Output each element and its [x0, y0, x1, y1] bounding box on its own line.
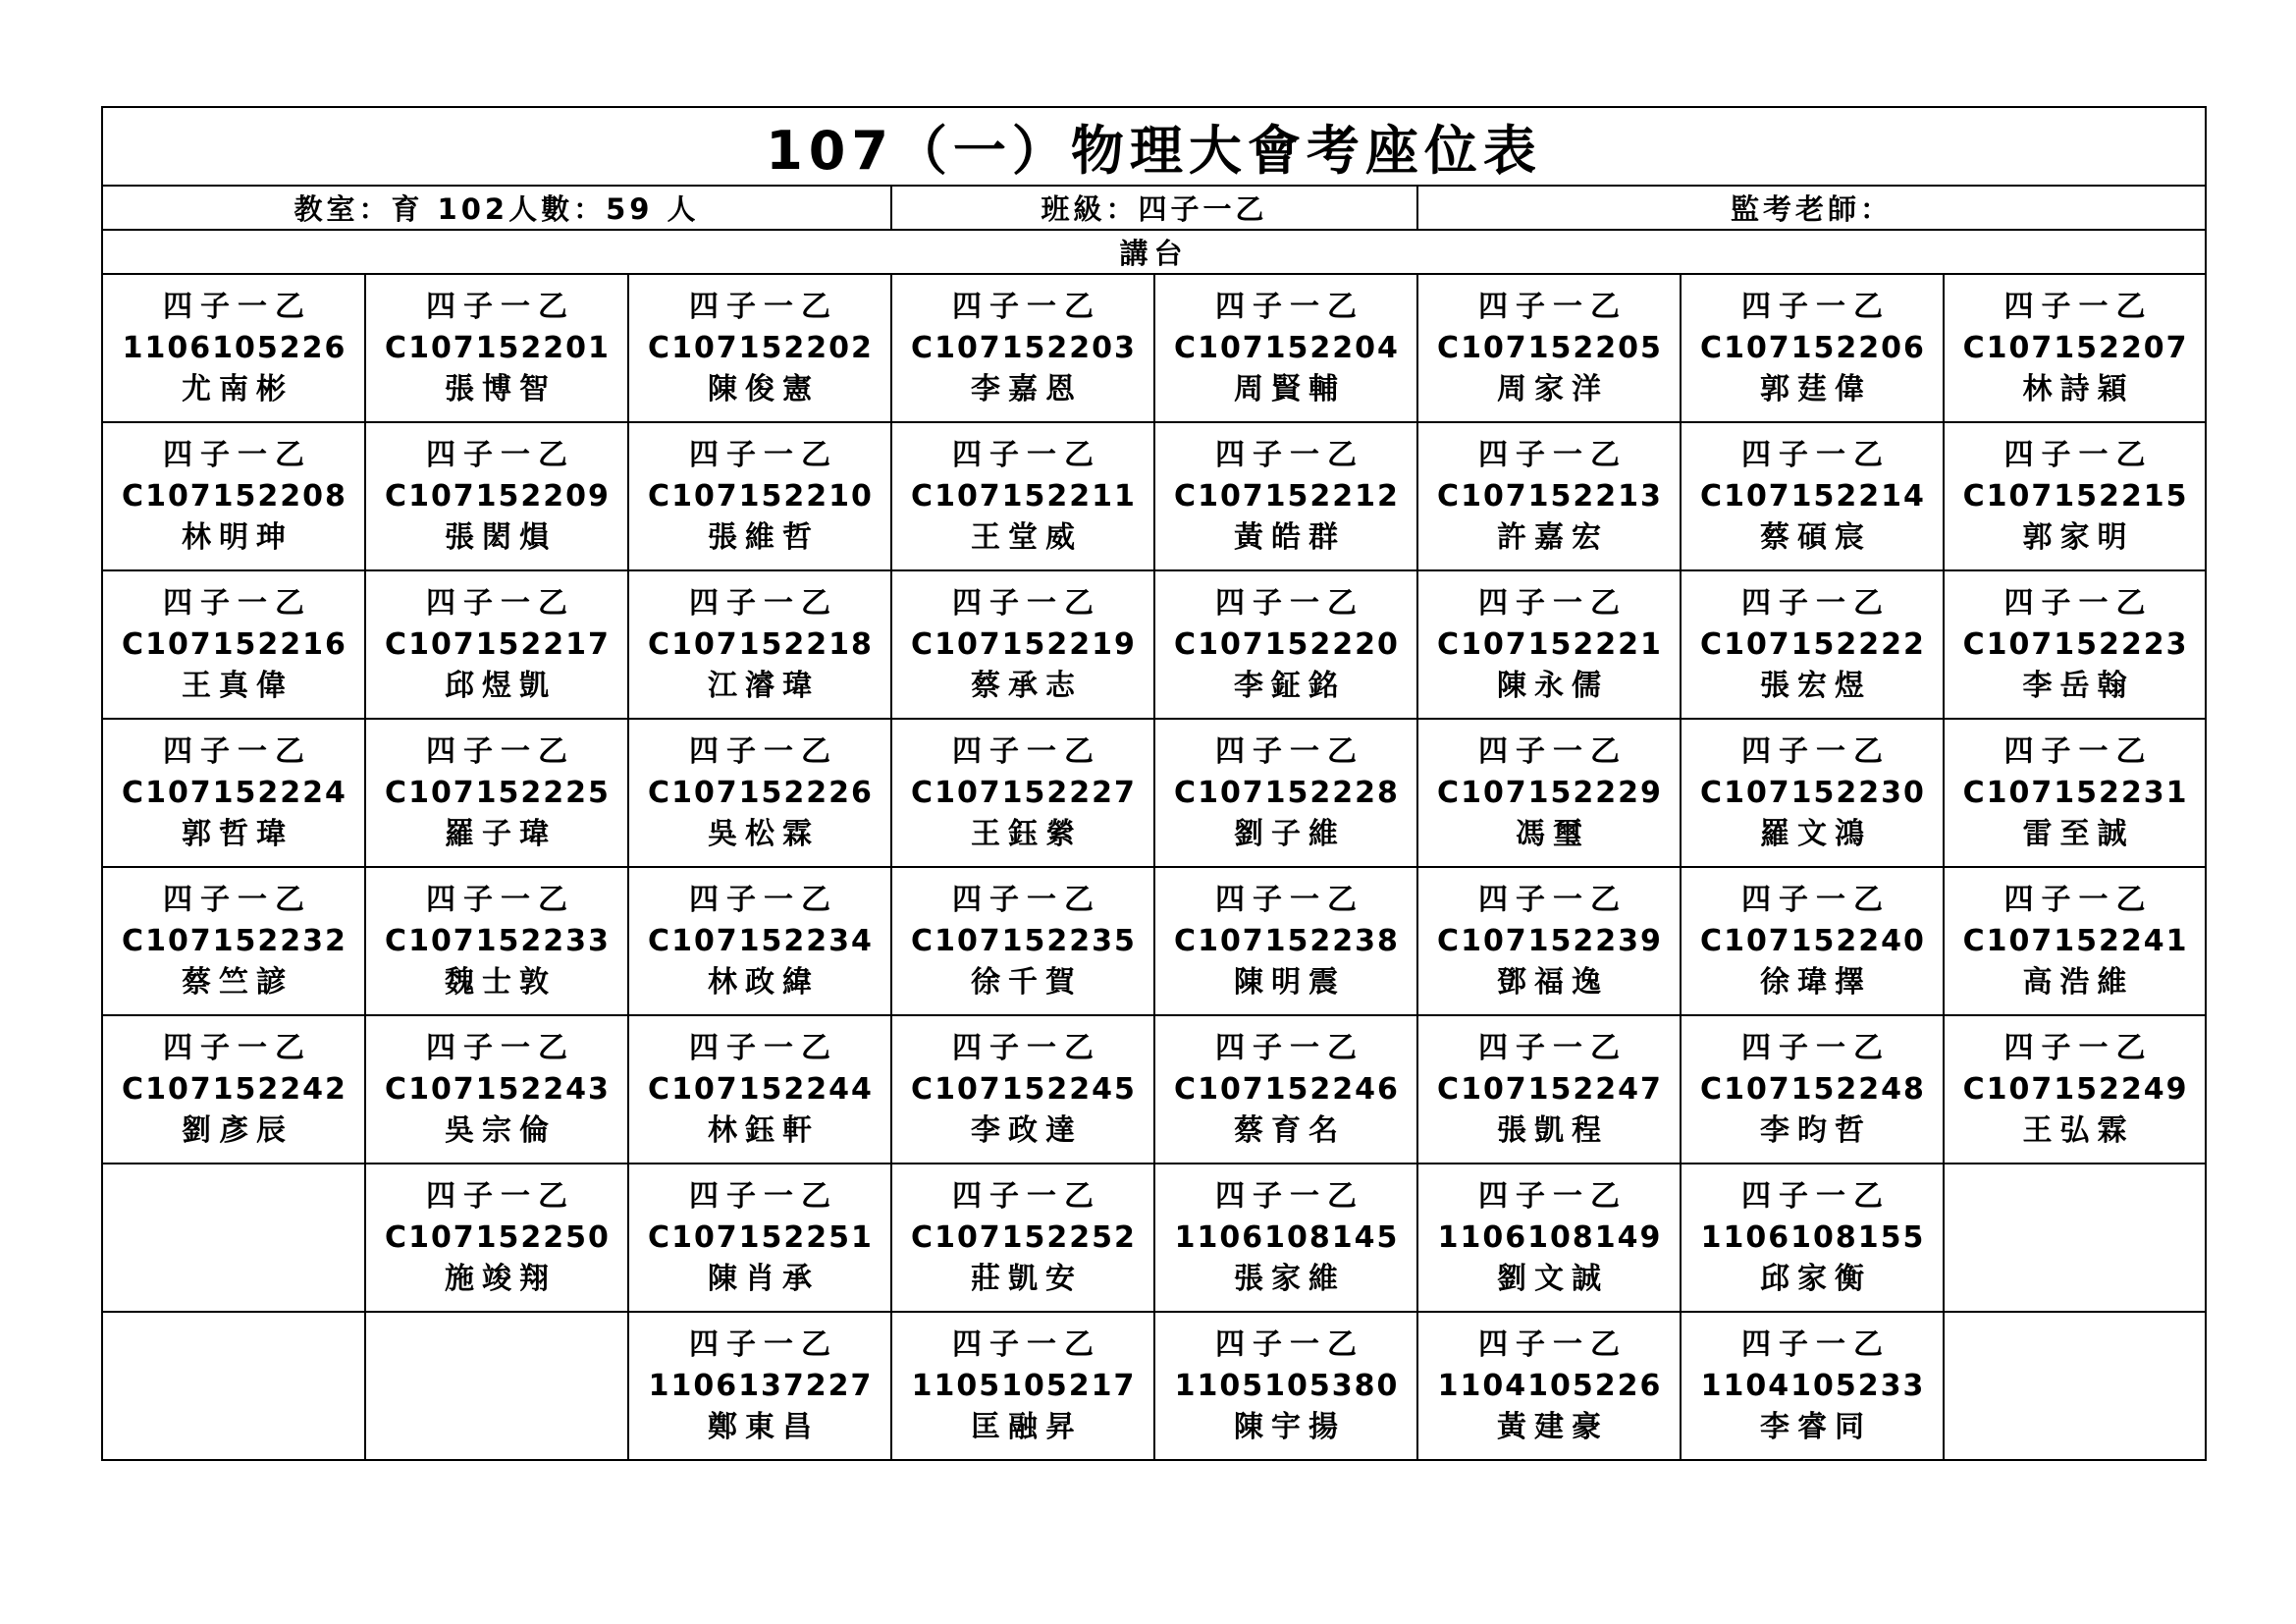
seat-student-name: 王鈺縈 — [971, 816, 1083, 851]
seat-student-name: 邱煜凱 — [445, 668, 557, 703]
seat-cell — [1417, 1015, 1681, 1164]
seat-cell — [102, 1015, 365, 1164]
count-label: 人數：59 人 — [508, 192, 700, 226]
page-title: 107（一）物理大會考座位表 — [102, 107, 2206, 186]
seat-student-name: 邱家衡 — [1760, 1261, 1872, 1296]
seat-cell — [628, 719, 891, 867]
seat-cell — [1417, 570, 1681, 719]
seat-class: 四子一乙 — [1741, 585, 1891, 621]
seat-student-id: C107152215 — [1962, 478, 2189, 514]
seat-student-name: 李昀哲 — [1760, 1112, 1872, 1148]
seat-student-id: C107152225 — [385, 775, 611, 810]
seat-student-name: 許嘉宏 — [1497, 519, 1609, 555]
seat-student-id: C107152228 — [1174, 775, 1400, 810]
seat-student-name: 蔡承志 — [971, 668, 1083, 703]
seat-cell — [1944, 719, 2206, 867]
seat-class: 四子一乙 — [426, 289, 575, 324]
seat-cell — [628, 274, 891, 422]
seat-student-id: C107152221 — [1437, 626, 1663, 662]
seat-class: 四子一乙 — [1478, 585, 1628, 621]
seat-student-id: C107152203 — [911, 330, 1137, 365]
seat-cell — [1681, 1164, 1944, 1312]
room-label: 教室：育 102 — [294, 192, 509, 226]
seat-cell — [365, 719, 628, 867]
seat-cell — [1681, 719, 1944, 867]
seat-student-name: 李睿同 — [1760, 1409, 1872, 1444]
seat-cell — [365, 1164, 628, 1312]
seat-student-id: C107152206 — [1700, 330, 1926, 365]
seat-class: 四子一乙 — [689, 1326, 838, 1362]
seat-cell — [891, 570, 1154, 719]
seat-cell — [102, 274, 365, 422]
seat-cell — [1154, 570, 1417, 719]
seat-class: 四子一乙 — [1478, 1030, 1628, 1065]
seat-class: 四子一乙 — [689, 882, 838, 917]
seat-student-id: C107152213 — [1437, 478, 1663, 514]
seat-class: 四子一乙 — [2003, 733, 2154, 769]
seat-class: 四子一乙 — [1215, 733, 1364, 769]
podium-label: 講台 — [102, 230, 2206, 274]
seat-cell — [1944, 274, 2206, 422]
seat-student-name: 陳永儒 — [1497, 668, 1609, 703]
seat-student-id: C107152218 — [648, 626, 874, 662]
seat-student-name: 郭哲瑋 — [182, 816, 294, 851]
seat-student-name: 張宏煜 — [1760, 668, 1872, 703]
seat-class: 四子一乙 — [1478, 437, 1628, 472]
class-info: 班級：四子一乙 — [891, 186, 1417, 230]
seat-student-name: 張閎熉 — [445, 519, 557, 555]
seat-student-name: 李鉦銘 — [1234, 668, 1346, 703]
seat-student-id: C107152231 — [1962, 775, 2189, 810]
seat-student-id: 1106108155 — [1700, 1219, 1926, 1255]
seat-student-name: 鄭東昌 — [708, 1409, 820, 1444]
seat-student-name: 鄧福逸 — [1497, 964, 1609, 1000]
empty-seat-cell — [102, 1312, 365, 1460]
seat-class: 四子一乙 — [1741, 733, 1891, 769]
seat-student-name: 劉彥辰 — [182, 1112, 294, 1148]
seat-student-id: 1105105380 — [1174, 1368, 1400, 1403]
seat-student-name: 林鈺軒 — [708, 1112, 820, 1148]
seat-student-name: 莊凱安 — [971, 1261, 1083, 1296]
seat-student-name: 吳松霖 — [708, 816, 820, 851]
seat-class: 四子一乙 — [1215, 289, 1364, 324]
seat-class: 四子一乙 — [1741, 882, 1891, 917]
seat-student-name: 陳明震 — [1234, 964, 1346, 1000]
seat-class: 四子一乙 — [163, 1030, 312, 1065]
seat-cell — [1681, 422, 1944, 570]
seat-student-id: C107152230 — [1700, 775, 1926, 810]
seat-row — [102, 867, 2206, 1015]
seat-student-id: 1105105217 — [911, 1368, 1137, 1403]
seat-class: 四子一乙 — [1215, 1178, 1364, 1214]
seat-student-name: 蔡育名 — [1234, 1112, 1346, 1148]
seat-class: 四子一乙 — [426, 437, 575, 472]
seat-cell — [1417, 1164, 1681, 1312]
seat-student-id: 1104105226 — [1437, 1368, 1663, 1403]
seat-student-name: 王弘霖 — [2022, 1112, 2135, 1148]
seat-cell — [628, 570, 891, 719]
seat-cell — [628, 1015, 891, 1164]
room-info — [102, 186, 891, 230]
seat-row — [102, 1312, 2206, 1460]
seat-student-id: C107152249 — [1962, 1071, 2189, 1107]
seat-student-name: 施竣翔 — [445, 1261, 557, 1296]
seat-student-id: C107152207 — [1962, 330, 2189, 365]
seat-class: 四子一乙 — [689, 437, 838, 472]
seat-student-id: C107152234 — [648, 923, 874, 958]
seat-cell — [1417, 274, 1681, 422]
seat-row — [102, 719, 2206, 867]
seat-student-id: 1104105233 — [1700, 1368, 1926, 1403]
seat-class: 四子一乙 — [426, 585, 575, 621]
seat-student-id: C107152240 — [1700, 923, 1926, 958]
seat-student-id: C107152233 — [385, 923, 611, 958]
seat-row — [102, 570, 2206, 719]
seat-student-id: C107152229 — [1437, 775, 1663, 810]
seat-student-id: C107152220 — [1174, 626, 1400, 662]
seat-class: 四子一乙 — [163, 733, 312, 769]
empty-seat-cell — [1944, 1312, 2206, 1460]
seat-class: 四子一乙 — [163, 585, 312, 621]
seat-class: 四子一乙 — [952, 289, 1101, 324]
seat-student-name: 張博智 — [445, 371, 557, 406]
seat-row — [102, 422, 2206, 570]
seat-class: 四子一乙 — [689, 733, 838, 769]
seat-class: 四子一乙 — [1741, 1030, 1891, 1065]
seat-class: 四子一乙 — [689, 1178, 838, 1214]
seat-student-name: 高浩維 — [2022, 964, 2135, 1000]
seat-student-id: C107152209 — [385, 478, 611, 514]
seat-class: 四子一乙 — [426, 1030, 575, 1065]
seat-cell — [1154, 274, 1417, 422]
seat-student-id: C107152251 — [648, 1219, 874, 1255]
seat-class: 四子一乙 — [1741, 289, 1891, 324]
seat-student-name: 雷至誠 — [2022, 816, 2135, 851]
seat-student-name: 王真偉 — [182, 668, 294, 703]
seat-student-id: C107152241 — [1962, 923, 2189, 958]
seat-class: 四子一乙 — [952, 437, 1101, 472]
seat-class: 四子一乙 — [2003, 882, 2154, 917]
seat-student-id: C107152202 — [648, 330, 874, 365]
seat-cell — [1154, 1312, 1417, 1460]
seating-chart-table — [101, 106, 2207, 1461]
seat-cell — [1681, 274, 1944, 422]
seat-student-id: C107152239 — [1437, 923, 1663, 958]
seat-class: 四子一乙 — [163, 437, 312, 472]
seat-student-id: C107152246 — [1174, 1071, 1400, 1107]
seat-cell — [1154, 1015, 1417, 1164]
seat-row — [102, 274, 2206, 422]
seat-student-id: C107152232 — [122, 923, 347, 958]
seat-student-name: 蔡碩宸 — [1760, 519, 1872, 555]
seat-student-id: C107152211 — [911, 478, 1137, 514]
seat-class: 四子一乙 — [952, 1326, 1101, 1362]
seat-cell — [102, 422, 365, 570]
seat-class: 四子一乙 — [426, 1178, 575, 1214]
seat-cell — [891, 1312, 1154, 1460]
seat-class: 四子一乙 — [2003, 1030, 2154, 1065]
seat-row — [102, 1015, 2206, 1164]
seat-student-name: 蔡竺諺 — [182, 964, 294, 1000]
seat-cell — [891, 1164, 1154, 1312]
seat-student-name: 黃建豪 — [1497, 1409, 1609, 1444]
seat-student-name: 李嘉恩 — [971, 371, 1083, 406]
seat-student-id: C107152243 — [385, 1071, 611, 1107]
empty-seat-cell — [1944, 1164, 2206, 1312]
seat-cell — [1681, 1015, 1944, 1164]
seat-student-name: 羅子瑋 — [445, 816, 557, 851]
seat-cell — [365, 422, 628, 570]
seat-student-id: C107152226 — [648, 775, 874, 810]
seat-student-id: C107152216 — [122, 626, 347, 662]
seat-class: 四子一乙 — [1741, 437, 1891, 472]
seat-student-name: 劉子維 — [1234, 816, 1346, 851]
seat-student-id: C107152212 — [1174, 478, 1400, 514]
seat-cell — [102, 570, 365, 719]
seat-cell — [628, 867, 891, 1015]
seat-student-name: 劉文誠 — [1497, 1261, 1609, 1296]
seat-student-name: 馮璽 — [1516, 816, 1590, 851]
seat-student-id: C107152205 — [1437, 330, 1663, 365]
seat-class: 四子一乙 — [1478, 1178, 1628, 1214]
seat-student-name: 徐瑋擇 — [1760, 964, 1872, 1000]
seat-student-name: 張凱程 — [1497, 1112, 1609, 1148]
seat-cell — [102, 867, 365, 1015]
seat-class: 四子一乙 — [689, 585, 838, 621]
seat-cell — [1417, 719, 1681, 867]
seat-class: 四子一乙 — [1478, 289, 1628, 324]
seat-student-id: 1106108145 — [1174, 1219, 1400, 1255]
seat-class: 四子一乙 — [426, 733, 575, 769]
seat-cell — [1681, 570, 1944, 719]
seat-student-name: 林政緯 — [708, 964, 820, 1000]
seat-student-name: 張維哲 — [708, 519, 820, 555]
seat-student-name: 吳宗倫 — [445, 1112, 557, 1148]
seat-class: 四子一乙 — [426, 882, 575, 917]
seat-student-id: C107152210 — [648, 478, 874, 514]
seat-class: 四子一乙 — [952, 882, 1101, 917]
seat-student-name: 郭莛偉 — [1760, 371, 1872, 406]
seat-student-id: C107152248 — [1700, 1071, 1926, 1107]
seat-cell — [891, 1015, 1154, 1164]
seat-class: 四子一乙 — [2003, 437, 2154, 472]
seat-student-id: C107152242 — [122, 1071, 347, 1107]
seat-row — [102, 1164, 2206, 1312]
seat-cell — [1681, 867, 1944, 1015]
seat-cell — [1944, 867, 2206, 1015]
seat-cell — [628, 1312, 891, 1460]
seat-student-id: C107152227 — [911, 775, 1137, 810]
seat-class: 四子一乙 — [689, 289, 838, 324]
seat-class: 四子一乙 — [2003, 289, 2154, 324]
seat-student-name: 羅文鴻 — [1760, 816, 1872, 851]
seat-student-id: C107152245 — [911, 1071, 1137, 1107]
seat-student-name: 尤南彬 — [182, 371, 294, 406]
seat-student-name: 王堂威 — [971, 519, 1083, 555]
seat-class: 四子一乙 — [952, 1030, 1101, 1065]
seat-class: 四子一乙 — [1741, 1178, 1891, 1214]
seat-cell — [1154, 867, 1417, 1015]
seat-cell — [102, 719, 365, 867]
seat-student-name: 林詩穎 — [2022, 371, 2135, 406]
seat-student-name: 陳宇揚 — [1234, 1409, 1346, 1444]
seat-student-id: C107152235 — [911, 923, 1137, 958]
seat-class: 四子一乙 — [1215, 437, 1364, 472]
seat-class: 四子一乙 — [1478, 882, 1628, 917]
seat-cell — [1944, 570, 2206, 719]
seat-class: 四子一乙 — [952, 733, 1101, 769]
seat-student-name: 周賢輔 — [1234, 371, 1346, 406]
seat-cell — [1417, 422, 1681, 570]
seat-student-name: 李政達 — [971, 1112, 1083, 1148]
empty-seat-cell — [365, 1312, 628, 1460]
seat-student-id: C107152219 — [911, 626, 1137, 662]
seat-cell — [1154, 422, 1417, 570]
seat-class: 四子一乙 — [1215, 1326, 1364, 1362]
podium-row — [102, 230, 2206, 274]
seat-class: 四子一乙 — [952, 585, 1101, 621]
seat-class: 四子一乙 — [2003, 585, 2154, 621]
seat-class: 四子一乙 — [163, 289, 312, 324]
seat-student-id: C107152214 — [1700, 478, 1926, 514]
seat-student-id: C107152250 — [385, 1219, 611, 1255]
seat-student-name: 陳俊憲 — [708, 371, 820, 406]
seat-class: 四子一乙 — [1741, 1326, 1891, 1362]
seat-cell — [1154, 1164, 1417, 1312]
info-row — [102, 186, 2206, 230]
seat-student-id: 1106108149 — [1437, 1219, 1663, 1255]
seat-cell — [1417, 1312, 1681, 1460]
seat-student-id: C107152217 — [385, 626, 611, 662]
seat-student-name: 江濬瑋 — [708, 668, 820, 703]
seat-student-id: C107152244 — [648, 1071, 874, 1107]
seat-cell — [1154, 719, 1417, 867]
seat-cell — [365, 570, 628, 719]
seat-student-id: C107152222 — [1700, 626, 1926, 662]
seat-cell — [891, 719, 1154, 867]
seat-cell — [891, 274, 1154, 422]
seat-student-id: 1106105226 — [122, 330, 347, 365]
seat-student-name: 黃皓群 — [1234, 519, 1346, 555]
seat-class: 四子一乙 — [1215, 882, 1364, 917]
seat-student-name: 匡融昇 — [971, 1409, 1083, 1444]
proctor-info: 監考老師： — [1417, 186, 2206, 230]
seat-student-id: C107152201 — [385, 330, 611, 365]
seat-class: 四子一乙 — [952, 1178, 1101, 1214]
seat-cell — [891, 867, 1154, 1015]
seat-student-name: 張家維 — [1234, 1261, 1346, 1296]
seat-grid — [102, 274, 2206, 1460]
seat-student-id: C107152224 — [122, 775, 347, 810]
seat-cell — [628, 422, 891, 570]
seat-student-name: 周家洋 — [1497, 371, 1609, 406]
seat-cell — [1944, 422, 2206, 570]
seat-cell — [1681, 1312, 1944, 1460]
seat-student-id: C107152208 — [122, 478, 347, 514]
seat-student-id: C107152204 — [1174, 330, 1400, 365]
seat-student-name: 陳肖承 — [708, 1261, 820, 1296]
seat-cell — [365, 867, 628, 1015]
seat-student-id: C107152252 — [911, 1219, 1137, 1255]
seat-class: 四子一乙 — [1215, 585, 1364, 621]
empty-seat-cell — [102, 1164, 365, 1312]
seat-student-name: 徐千賀 — [971, 964, 1083, 1000]
seat-cell — [1944, 1015, 2206, 1164]
seat-class: 四子一乙 — [1215, 1030, 1364, 1065]
seat-cell — [628, 1164, 891, 1312]
seat-student-name: 郭家明 — [2022, 519, 2135, 555]
seat-cell — [1417, 867, 1681, 1015]
seat-class: 四子一乙 — [1478, 1326, 1628, 1362]
seat-class: 四子一乙 — [1478, 733, 1628, 769]
seat-cell — [891, 422, 1154, 570]
seat-student-name: 林明珅 — [182, 519, 294, 555]
seat-student-id: 1106137227 — [648, 1368, 874, 1403]
seat-cell — [365, 1015, 628, 1164]
seat-cell — [365, 274, 628, 422]
title-row — [102, 107, 2206, 186]
seat-student-name: 魏士敦 — [445, 964, 557, 1000]
seat-student-name: 李岳翰 — [2022, 668, 2135, 703]
seat-class: 四子一乙 — [163, 882, 312, 917]
seat-student-id: C107152238 — [1174, 923, 1400, 958]
seat-student-id: C107152247 — [1437, 1071, 1663, 1107]
seat-student-id: C107152223 — [1962, 626, 2189, 662]
seat-class: 四子一乙 — [689, 1030, 838, 1065]
